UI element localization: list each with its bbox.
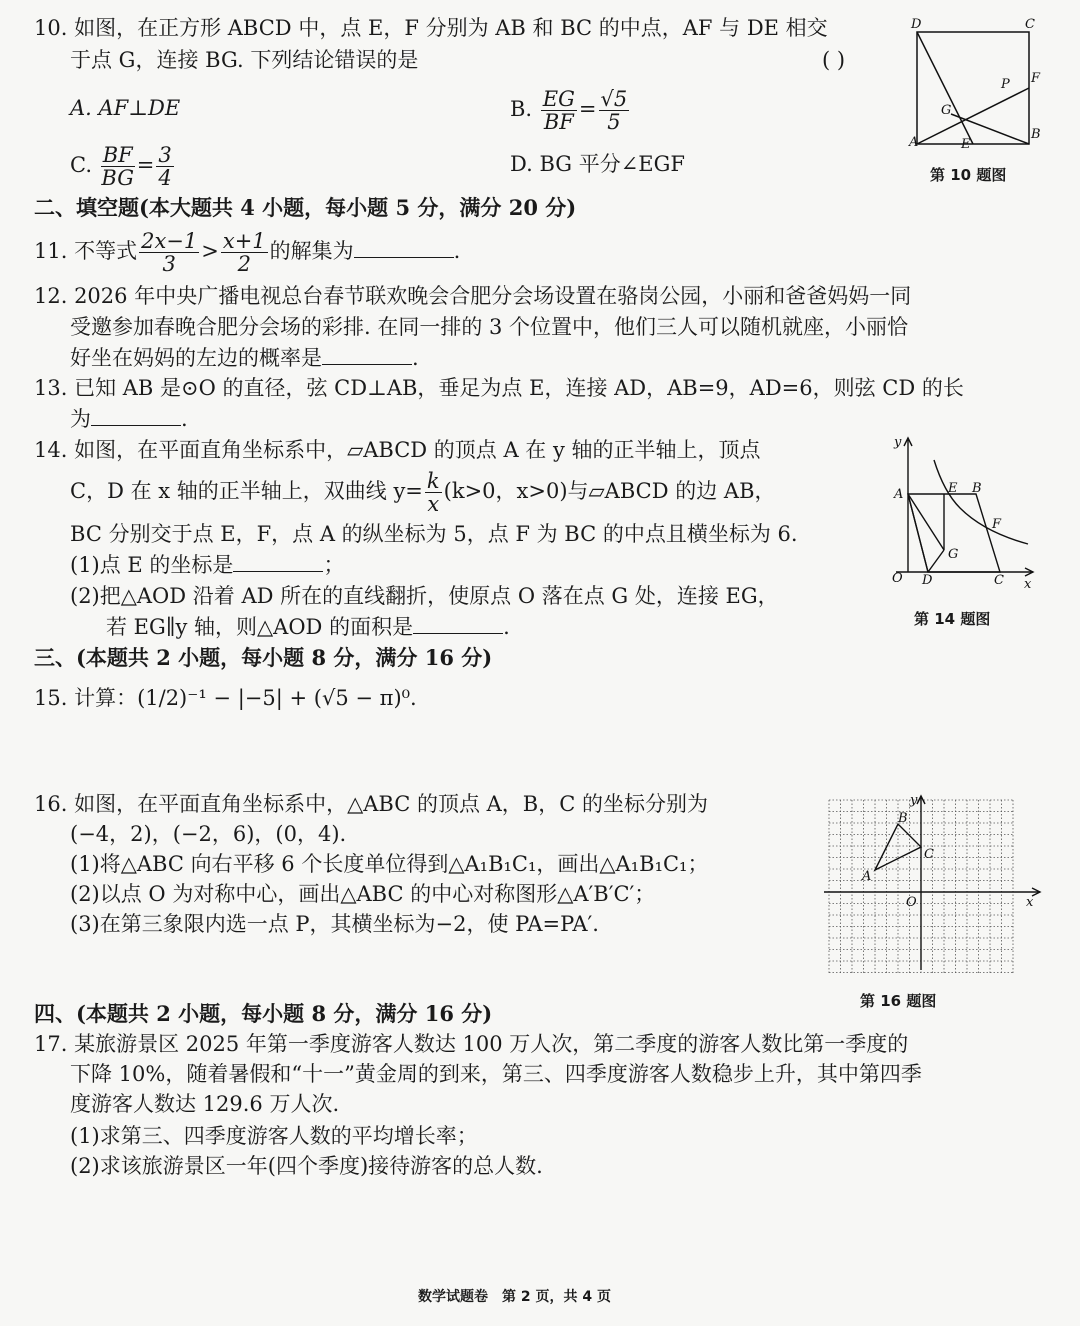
q14-label-g: G xyxy=(948,547,959,562)
q16-label-a: A xyxy=(862,869,872,884)
q14-line-dg xyxy=(928,550,944,572)
q14-label-o: O xyxy=(892,571,903,586)
q12-line3-text: 好坐在妈妈的左边的概率是 xyxy=(70,346,322,370)
q10-option-a: A. AF⊥DE xyxy=(70,96,181,120)
q14-sub1-text: (1)点 E 的坐标是 xyxy=(70,553,234,577)
q13-answer-blank[interactable] xyxy=(91,407,181,426)
q12-answer-blank[interactable] xyxy=(322,346,412,365)
q12-line2: 受邀参加春晚合肥分会场的彩排. 在同一排的 3 个位置中，他们三人可以随机就座，小丽恰 xyxy=(70,315,909,339)
q14-figure xyxy=(878,432,1043,592)
q10-option-d: D. BG 平分∠EGF xyxy=(510,152,685,176)
q10-option-c-lhs-den: BG xyxy=(101,166,134,190)
q11-fraction-left-den: 3 xyxy=(162,252,176,276)
q13-line2 xyxy=(70,405,188,433)
q11-greater-than: > xyxy=(201,239,219,263)
q16-label-x: x xyxy=(1026,895,1034,910)
q14-label-d: D xyxy=(922,573,933,588)
q10-option-c-prefix: C. xyxy=(70,153,92,177)
q13-end: . xyxy=(181,407,188,431)
q14-sub2-line2-text: 若 EG∥y 轴，则△AOD 的面积是 xyxy=(106,615,414,639)
q14-label-a: A xyxy=(894,487,904,502)
q13-line2-text: 为 xyxy=(70,407,91,431)
q14-line1: 14. 如图，在平面直角坐标系中，▱ABCD 的顶点 A 在 y 轴的正半轴上，顶点 xyxy=(34,438,761,462)
q10-option-c-lhs xyxy=(101,144,135,189)
q14-label-f: F xyxy=(992,517,1002,532)
q15: 15. 计算：(1/2)⁻¹ − |−5| + (√5 − π)⁰. xyxy=(34,686,417,710)
q17-sub1: (1)求第三、四季度游客人数的平均增长率； xyxy=(70,1124,478,1148)
q10-option-b-eq: = xyxy=(578,97,597,121)
q14-label-e: E xyxy=(948,481,958,496)
q11-answer-blank[interactable] xyxy=(354,239,454,258)
q14-label-c: C xyxy=(994,573,1004,588)
q16-figure xyxy=(820,790,1045,975)
section-2-title: 二、填空题(本大题共 4 小题，每小题 5 分，满分 20 分) xyxy=(34,195,577,220)
q14-sub2-line2 xyxy=(106,613,510,641)
q11-fraction-right-num: x+1 xyxy=(222,229,266,253)
q10-figure xyxy=(905,14,1045,154)
q10-option-b xyxy=(510,84,631,134)
q16-label-y: y xyxy=(910,793,918,808)
q14-line-ad xyxy=(908,494,928,572)
q16-label-b: B xyxy=(898,811,908,826)
q14-line-ag xyxy=(908,494,944,550)
q10-option-c xyxy=(70,140,176,190)
q10-label-b: B xyxy=(1031,127,1041,142)
q14-k-over-x-num: k xyxy=(426,469,440,493)
q12-end: . xyxy=(412,346,419,370)
q11-fraction-right-den: 2 xyxy=(237,252,251,276)
q11-prefix: 11. 不等式 xyxy=(34,239,138,263)
q10-option-c-rhs-den: 4 xyxy=(158,166,172,190)
q17-line1: 17. 某旅游景区 2025 年第一季度游客人数达 100 万人次，第二季度的游客人数比第一季度的 xyxy=(34,1032,909,1056)
q11-fraction-right xyxy=(221,230,268,275)
q11-end: . xyxy=(453,239,461,263)
q10-figure-caption: 第 10 题图 xyxy=(930,166,1007,184)
q10-square xyxy=(917,32,1029,144)
q11-fraction-left-num: 2x−1 xyxy=(141,229,198,253)
q10-answer-paren: ( ) xyxy=(822,48,846,72)
q16-sub3: (3)在第三象限内选一点 P，其横坐标为−2，使 PA=PA′. xyxy=(70,912,599,936)
section-3-title: 三、(本题共 2 小题，每小题 8 分，满分 16 分) xyxy=(34,645,493,670)
q10-option-b-prefix: B. xyxy=(510,97,533,121)
q16-sub1: (1)将△ABC 向右平移 6 个长度单位得到△A₁B₁C₁，画出△A₁B₁C₁； xyxy=(70,852,709,876)
q10-line2: 于点 G，连接 BG. 下列结论错误的是 xyxy=(70,48,419,72)
q14-line2-a: C，D 在 x 轴的正半轴上，双曲线 y= xyxy=(70,479,423,503)
q14-line2 xyxy=(70,468,776,515)
q10-option-c-lhs-num: BF xyxy=(102,143,133,167)
q10-option-c-eq: = xyxy=(136,153,155,177)
q16-sub2: (2)以点 O 为对称中心，画出△ABC 的中心对称图形△A′B′C′； xyxy=(70,882,656,906)
q10-label-d: D xyxy=(911,17,922,32)
q17-line2: 下降 10%，随着暑假和“十一”黄金周的到来，第三、四季度游客人数稳步上升，其中第四季 xyxy=(70,1062,922,1086)
q14-label-b: B xyxy=(972,481,982,496)
q14-sub1 xyxy=(70,551,344,579)
q10-label-e: E xyxy=(961,137,971,152)
q16-figure-caption: 第 16 题图 xyxy=(860,992,937,1010)
q10-option-b-rhs-num: √5 xyxy=(600,87,628,111)
q16-line1: 16. 如图，在平面直角坐标系中，△ABC 的顶点 A，B，C 的坐标分别为 xyxy=(34,792,708,816)
q14-sub2-line1: (2)把△AOD 沿着 AD 所在的直线翻折，使原点 O 落在点 G 处，连接 EG， xyxy=(70,584,779,608)
q14-line2-b: (k>0，x>0)与▱ABCD 的边 AB， xyxy=(443,479,776,503)
q10-line-af xyxy=(917,88,1029,144)
q11-fraction-left xyxy=(139,230,199,275)
q16-label-o: O xyxy=(906,895,917,910)
q10-label-f: F xyxy=(1031,71,1041,86)
q14-line3: BC 分别交于点 E，F，点 A 的纵坐标为 5，点 F 为 BC 的中点且横坐标为 6. xyxy=(70,522,798,546)
q10-option-b-rhs-den: 5 xyxy=(607,110,621,134)
q12-line1: 12. 2026 年中央广播电视总台春节联欢晚会合肥分会场设置在骆岗公园，小丽和爸爸妈妈一同 xyxy=(34,284,912,308)
q16-label-c: C xyxy=(924,847,934,862)
q14-label-y: y xyxy=(894,435,902,450)
section-4-title: 四、(本题共 2 小题，每小题 8 分，满分 16 分) xyxy=(34,1001,493,1026)
q10-option-c-rhs xyxy=(156,144,173,189)
q14-sub2-end: . xyxy=(503,615,510,639)
q10-line1: 10. 如图，在正方形 ABCD 中，点 E，F 分别为 AB 和 BC 的中点，AF 与 DE 相交 xyxy=(34,16,828,40)
q14-sub1-answer-blank[interactable] xyxy=(233,553,323,572)
q17-line3: 度游客人数达 129.6 万人次. xyxy=(70,1092,340,1116)
q10-label-g: G xyxy=(941,103,952,118)
q10-line-de xyxy=(917,32,973,144)
q17-sub2: (2)求该旅游景区一年(四个季度)接待游客的总人数. xyxy=(70,1154,543,1178)
page-footer: 数学试题卷 第 2 页，共 4 页 xyxy=(418,1289,611,1305)
q10-option-b-rhs xyxy=(599,88,630,133)
q13-line1: 13. 已知 AB 是⊙O 的直径，弦 CD⊥AB，垂足为点 E，连接 AD，AB=9，AD=6，则弦 CD 的长 xyxy=(34,376,964,400)
q10-option-b-lhs-den: BF xyxy=(543,110,574,134)
q10-option-c-rhs-num: 3 xyxy=(158,143,172,167)
q12-line3 xyxy=(70,344,419,372)
q14-k-over-x xyxy=(425,470,442,515)
q10-option-b-lhs-num: EG xyxy=(542,87,575,111)
q14-label-x: x xyxy=(1024,577,1032,592)
q10-label-c: C xyxy=(1025,17,1035,32)
q10-option-b-lhs xyxy=(541,88,577,133)
q10-label-p: P xyxy=(1001,77,1010,92)
q14-sub1-end: ； xyxy=(323,553,345,577)
q14-k-over-x-den: x xyxy=(427,492,440,516)
q16-line2: (−4，2)，(−2，6)，(0，4). xyxy=(70,822,347,846)
q14-sub2-answer-blank[interactable] xyxy=(413,615,503,634)
q10-label-a: A xyxy=(909,135,919,150)
q14-hyperbola xyxy=(934,460,1028,544)
q11-suffix: 的解集为 xyxy=(269,239,354,263)
q11 xyxy=(34,226,460,276)
q14-figure-caption: 第 14 题图 xyxy=(914,610,991,628)
